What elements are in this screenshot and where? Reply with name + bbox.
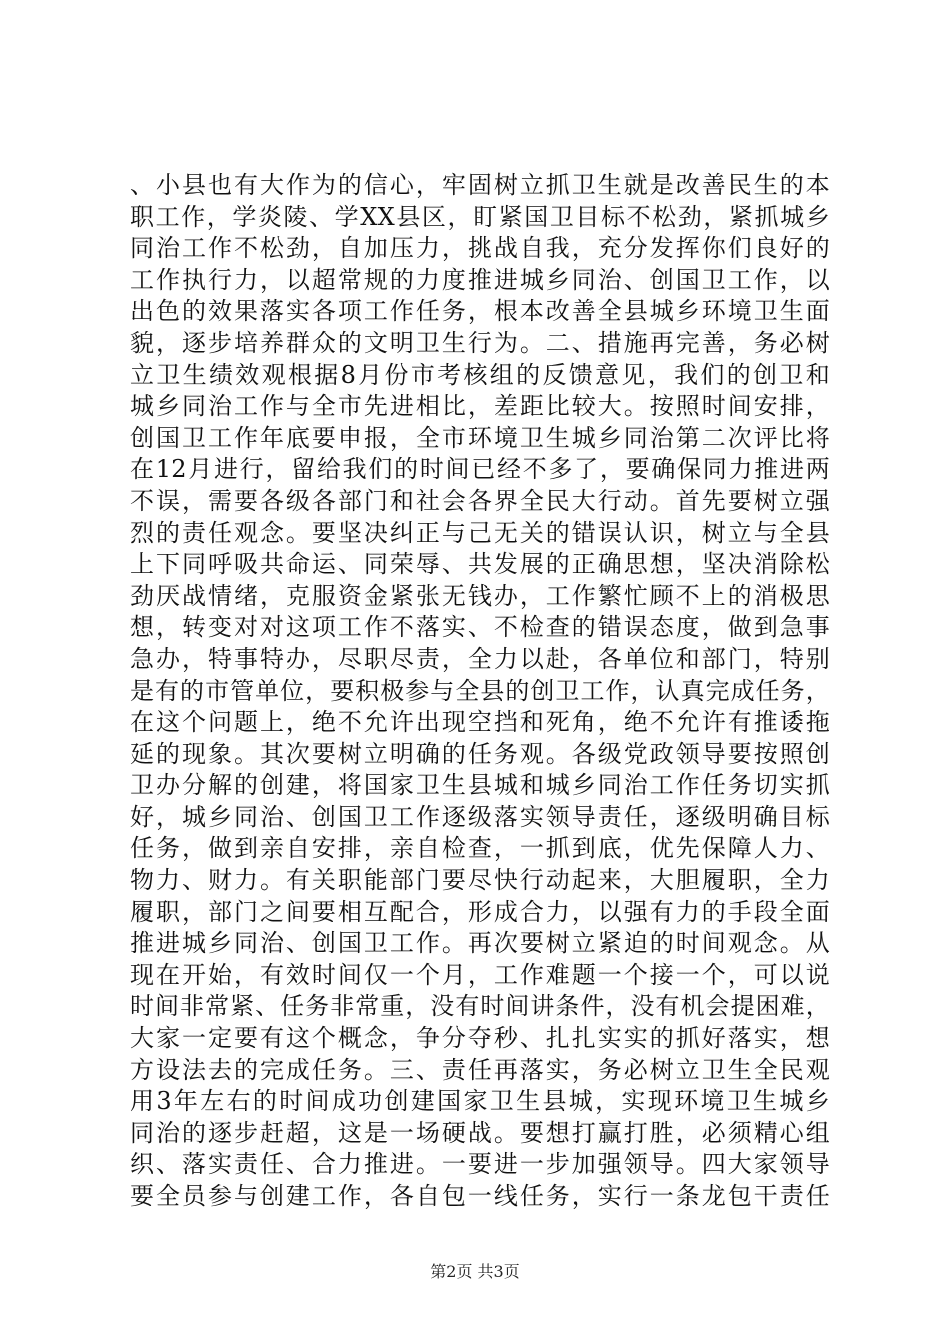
text-line: 物力、财力。有关职能部门要尽快行动起来，大胆履职，全力 [130, 866, 830, 895]
text-line: 用3年左右的时间成功创建国家卫生县城，实现环境卫生城乡 [130, 1087, 830, 1116]
text-line: 出色的效果落实各项工作任务，根本改善全县城乡环境卫生面 [130, 297, 830, 326]
text-line: 劲厌战情绪，克服资金紧张无钱办，工作繁忙顾不上的消极思 [130, 581, 830, 610]
text-line: 在12月进行，留给我们的时间已经不多了，要确保同力推进两 [130, 455, 830, 484]
text-line: 工作执行力，以超常规的力度推进城乡同治、创国卫工作，以 [130, 265, 830, 294]
text-line: 、小县也有大作为的信心，牢固树立抓卫生就是改善民生的本 [130, 171, 830, 199]
text-line: 是有的市管单位，要积极参与全县的创卫工作，认真完成任务， [130, 676, 830, 705]
text-line: 现在开始，有效时间仅一个月，工作难题一个接一个，可以说 [130, 960, 830, 989]
text-line: 任务，做到亲自安排，亲自检查，一抓到底，优先保障人力、 [130, 834, 830, 863]
text-line: 方设法去的完成任务。三、责任再落实，务必树立卫生全民观 [130, 1055, 830, 1084]
text-line: 时间非常紧、任务非常重，没有时间讲条件，没有机会提困难， [130, 992, 830, 1021]
page-footer: 第2页 共3页 [430, 1262, 520, 1281]
text-line: 卫办分解的创建，将国家卫生县城和城乡同治工作任务切实抓 [130, 771, 830, 800]
text-line: 想，转变对对这项工作不落实、不检查的错误态度，做到急事 [130, 613, 830, 642]
text-line: 烈的责任观念。要坚决纠正与己无关的错误认识，树立与全县 [130, 518, 830, 547]
text-line: 推进城乡同治、创国卫工作。再次要树立紧迫的时间观念。从 [130, 929, 830, 958]
text-line: 履职，部门之间要相互配合，形成合力，以强有力的手段全面 [130, 897, 830, 926]
text-line: 织、落实责任、合力推进。一要进一步加强领导。四大家领导 [130, 1150, 830, 1179]
text-line: 同治的逐步赶超，这是一场硬战。要想打赢打胜，必须精心组 [130, 1118, 830, 1147]
text-line: 延的现象。其次要树立明确的任务观。各级党政领导要按照创 [130, 739, 830, 768]
text-line: 上下同呼吸共命运、同荣辱、共发展的正确思想，坚决消除松 [130, 550, 830, 579]
text-line: 立卫生绩效观根据8月份市考核组的反馈意见，我们的创卫和 [130, 360, 830, 389]
text-line: 不误，需要各级各部门和社会各界全民大行动。首先要树立强 [130, 486, 830, 515]
text-line: 好，城乡同治、创国卫工作逐级落实领导责任，逐级明确目标 [130, 802, 830, 831]
text-line: 急办，特事特办，尽职尽责，全力以赴，各单位和部门，特别 [130, 644, 830, 673]
body-text [130, 170, 830, 1213]
text-line: 创国卫工作年底要申报，全市环境卫生城乡同治第二次评比将 [130, 423, 830, 452]
text-line: 同治工作不松劲，自加压力，挑战自我，充分发挥你们良好的 [130, 234, 830, 263]
text-line: 职工作，学炎陵、学XX县区，盯紧国卫目标不松劲，紧抓城乡 [130, 202, 830, 231]
text-line: 大家一定要有这个概念，争分夺秒、扎扎实实的抓好落实，想 [130, 1024, 830, 1053]
text-line: 在这个问题上，绝不允许出现空挡和死角，绝不允许有推诿拖 [130, 708, 830, 737]
text-line: 城乡同治工作与全市先进相比，差距比较大。按照时间安排， [130, 392, 830, 421]
text-line: 要全员参与创建工作，各自包一线任务，实行一条龙包干责任 [130, 1182, 830, 1210]
text-line: 貌，逐步培养群众的文明卫生行为。二、措施再完善，务必树 [130, 328, 830, 357]
